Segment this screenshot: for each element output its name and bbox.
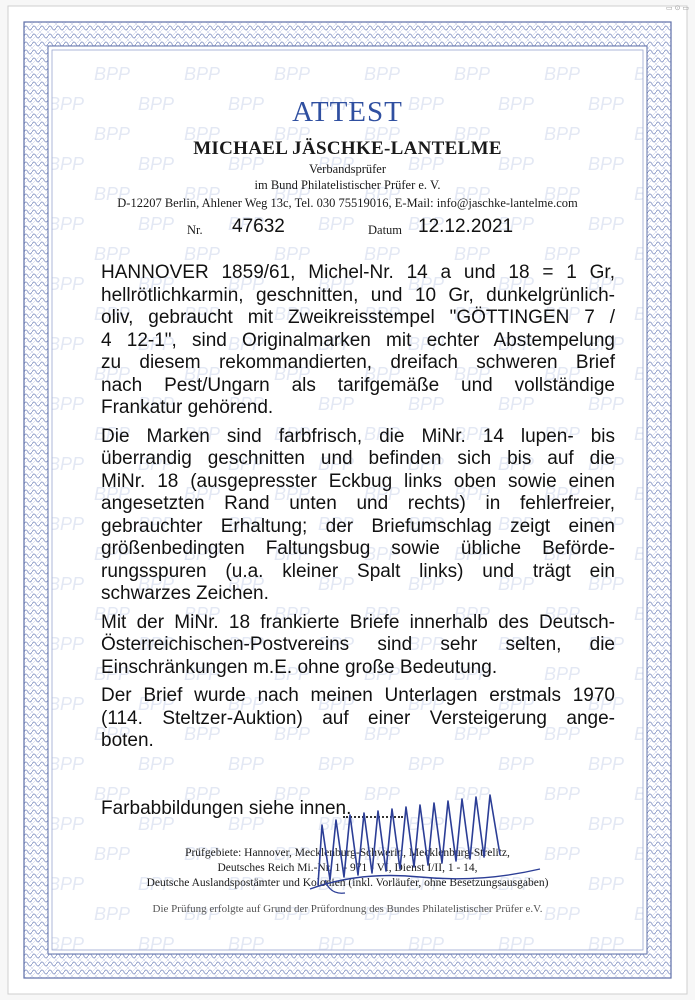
- text-line: (114. Steltzer-Auktion) auf einer Versteigerung ange-: [101, 707, 615, 729]
- text-line: Der Brief wurde nach meinen Unterlagen erstmals 1970: [101, 685, 615, 706]
- certificate-number: 47632: [232, 216, 285, 237]
- examination-rules-note: Die Prüfung erfolgte auf Grund der Prüfordnung des Bundes Philatelistischer Prüfer e.V.: [152, 903, 543, 915]
- examiner-address: D-12207 Berlin, Ahlener Weg 13c, Tel. 030 75519016, E-Mail: info@jaschke-lantelme.com: [117, 196, 578, 210]
- expertise-areas-line3: Deutsche Auslandspostämter und Kolonien (inkl. Vorläufer, ohne Besetzungsausgaben): [146, 877, 549, 889]
- text-line: nach Pest/Ungarn als tarifgemäße und vollständige: [101, 374, 615, 396]
- text-line: hellrötlichkarmin, geschnitten, und 10 Gr, dunkelgrünlich-: [101, 284, 615, 306]
- paragraph-provenance: [101, 685, 615, 753]
- examiner-role: Verbandsprüfer: [308, 162, 387, 176]
- examiner-name: MICHAEL JÄSCHKE-LANTELME: [193, 138, 502, 159]
- text-line: Mit der MiNr. 18 frankierte Briefe innerhalb des Deutsch-: [101, 611, 615, 633]
- text-line: gebrauchter Erhaltung; der Briefumschlag zeigt einen: [101, 515, 615, 537]
- text-line: oliv, gebraucht mit Zweikreisstempel "GÖTTINGEN 7 /: [101, 307, 615, 328]
- text-line: MiNr. 18 (ausgepresster Eckbug links oben sowie einen: [101, 470, 615, 492]
- text-line: Österreichischen-Postvereins sind sehr selten, die: [101, 634, 615, 655]
- text-line: Die Marken sind farbfrisch, die MiNr. 14 lupen- bis: [101, 425, 615, 447]
- text-line: angesetzten Rand unten und rechts) in fehlerfreier,: [101, 493, 615, 514]
- date-label: Datum: [368, 223, 403, 237]
- expertise-areas-line1: Prüfgebiete: Hannover, Mecklenburg-Schwerin, Mecklenburg-Strelitz,: [185, 847, 510, 859]
- handwritten-signature: [300, 785, 560, 905]
- text-line: rungsspuren (u.a. kleiner Spalt links) und trägt ein: [101, 560, 615, 582]
- text-line: Einschränkungen m.E. ohne große Bedeutung.: [101, 656, 498, 678]
- certificate-number-label: Nr.: [187, 223, 203, 237]
- text-line: überrandig geschnitten und befinden sich bis auf die: [101, 448, 615, 469]
- text-line: HANNOVER 1859/61, Michel-Nr. 14 a und 18 = 1 Gr,: [101, 262, 615, 283]
- certificate-title: ATTEST: [292, 96, 403, 128]
- paragraph-condition: [101, 426, 615, 606]
- certificate-body: [101, 262, 615, 759]
- text-line: zu diesem rekommandierten, dreifach schweren Brief: [101, 352, 615, 373]
- text-line: schwarzes Zeichen.: [101, 583, 269, 604]
- certificate-date: 12.12.2021: [418, 216, 514, 237]
- paragraph-description: [101, 262, 615, 420]
- paragraph-rarity: [101, 612, 615, 680]
- text-line: boten.: [101, 730, 154, 751]
- text-line: Frankatur gehörend.: [101, 397, 274, 418]
- expertise-areas-line2: Deutsches Reich Mi.-Nr. 1 - 971 - VI, Dienst I/II, 1 - 14,: [217, 862, 478, 874]
- closing-note: Farbabbildungen siehe innen.: [101, 798, 352, 819]
- examiner-association: im Bund Philatelistischer Prüfer e. V.: [254, 178, 441, 192]
- corner-mark: ▭ ⊙ ▭: [666, 5, 689, 12]
- text-line: 4 12-1", sind Originalmarken mit echter Abstempelung: [101, 329, 615, 351]
- text-line: größenbedingten Faltungsbug sowie übliche Beförde-: [101, 538, 615, 559]
